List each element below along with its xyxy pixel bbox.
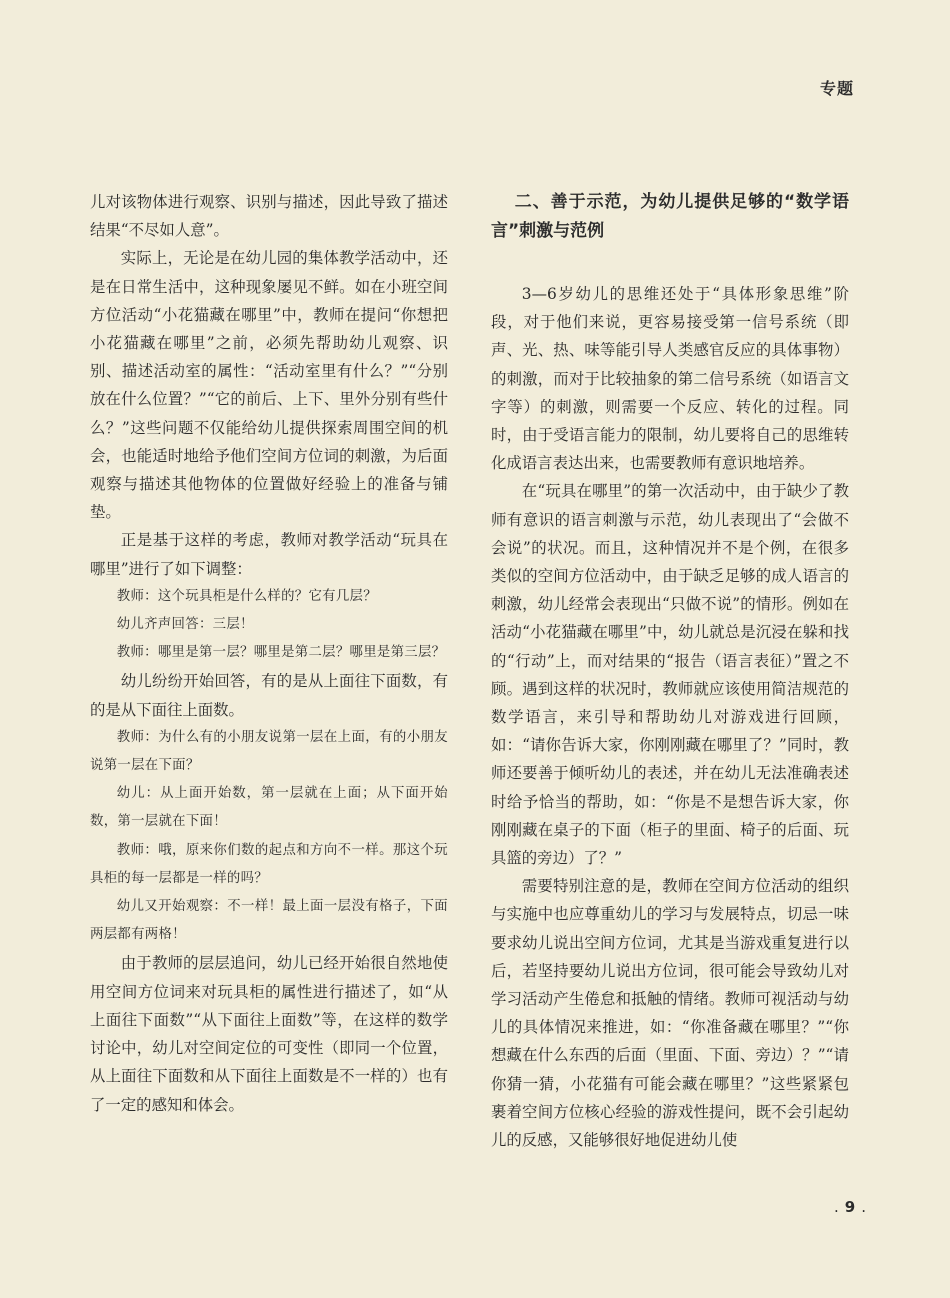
dialogue-line: 幼儿又开始观察：不一样！最上面一层没有格子，下面两层都有两格！: [90, 899, 448, 943]
paragraph: 实际上，无论是在幼儿园的集体教学活动中，还是在日常生活中，这种现象屡见不鲜。如在小班空间方位活动“小花猫藏在哪里”中，教师在提问“你想把小花猫藏在哪里”之前，必须先帮助幼儿观察、识别、描述活动室的属性：“活动室里有什么？”“分别放在什么位置？”“它的前后、上下、里外分别有些什么？”这些问题不仅能给幼儿提供探索周围空间的机会，也能适时地给予他们空间方位词的刺激，为后面观察与描述其他物体的位置做好经验上的准备与铺垫。: [90, 249, 448, 522]
paragraph: 由于教师的层层追问，幼儿已经开始很自然地使用空间方位词来对玩具柜的属性进行描述了，如“从上面往下面数”“从下面往上面数”等，在这样的数学讨论中，幼儿对空间定位的可变性（即同一个位置，从上面往下面数和从下面往上面数是不一样的）也有了一定的感知和体会。: [90, 954, 448, 1114]
paragraph: 3—6岁幼儿的思维还处于“具体形象思维”阶段，对于他们来说，更容易接受第一信号系统（即声、光、热、味等能引导人类感官反应的具体事物）的刺激，而对于比较抽象的第二信号系统（如语言文字等）的刺激，则需要一个反应、转化的过程。同时，由于受语言能力的限制，幼儿要将自己的思维转化成语言表达出来，也需要教师有意识地培养。: [491, 285, 849, 473]
dialogue-line: 幼儿：从上面开始数，第一层就在上面；从下面开始数，第一层就在下面！: [90, 786, 448, 830]
page-number: . 9 .: [834, 1198, 866, 1216]
dialogue-line: 教师：哪里是第一层？哪里是第二层？哪里是第三层？: [116, 645, 446, 661]
dialogue-line: 幼儿齐声回答：三层！: [116, 617, 254, 633]
paragraph: 正是基于这样的考虑，教师对教学活动“玩具在哪里”进行了如下调整：: [90, 531, 448, 578]
paragraph: 需要特别注意的是，教师在空间方位活动的组织与实施中也应尊重幼儿的学习与发展特点，切忌一味要求幼儿说出空间方位词，尤其是当游戏重复进行以后，若坚持要幼儿说出方位词，很可能会导致幼儿对学习活动产生倦怠和抵触的情绪。教师可视活动与幼儿的具体情况来推进，如：“你准备藏在哪里？”“你想藏在什么东西的后面（里面、下面、旁边）？”“请你猜一猜，小花猫有可能会藏在哪里？”这些紧紧包裹着空间方位核心经验的游戏性提问，既不会引起幼儿的反感，又能够很好地促进幼儿使: [491, 877, 849, 1150]
dialogue-line: 教师：这个玩具柜是什么样的？它有几层？: [116, 588, 377, 604]
paragraph: 幼儿纷纷开始回答，有的是从上面往下面数，有的是从下面往上面数。: [90, 672, 448, 719]
paragraph: 儿对该物体进行观察、识别与描述，因此导致了描述结果“不尽如人意”。: [90, 193, 448, 240]
left-column: [90, 188, 448, 1119]
dialogue-line: 教师：为什么有的小朋友说第一层在上面，有的小朋友说第一层在下面？: [90, 729, 448, 774]
page-number-value: 9: [844, 1198, 856, 1216]
dialogue-line: 教师：哦，原来你们数的起点和方向不一样。那这个玩具柜的每一层都是一样的吗？: [90, 842, 448, 886]
section-heading: 二、善于示范，为幼儿提供足够的“数学语言”刺激与范例: [491, 192, 849, 241]
right-column: [491, 188, 849, 1154]
paragraph: 在“玩具在哪里”的第一次活动中，由于缺少了教师有意识的语言刺激与示范，幼儿表现出了“会做不会说”的状况。而且，这种情况并不是个例，在很多类似的空间方位活动中，由于缺乏足够的成人语言的刺激，幼儿经常会表现出“只做不说”的情形。例如在活动“小花猫藏在哪里”中，幼儿就总是沉浸在躲和找的“行动”上，而对结果的“报告（语言表征）”置之不顾。遇到这样的状况时，教师就应该使用简洁规范的数学语言，来引导和帮助幼儿对游戏进行回顾，如：“请你告诉大家，你刚刚藏在哪里了？”同时，教师还要善于倾听幼儿的表述，并在幼儿无法准确表述时给予恰当的帮助，如：“你是不是想告诉大家，你刚刚藏在桌子的下面（柜子的里面、椅子的后面、玩具篮的旁边）了？”: [491, 482, 849, 868]
section-tag: 专题: [819, 79, 854, 98]
